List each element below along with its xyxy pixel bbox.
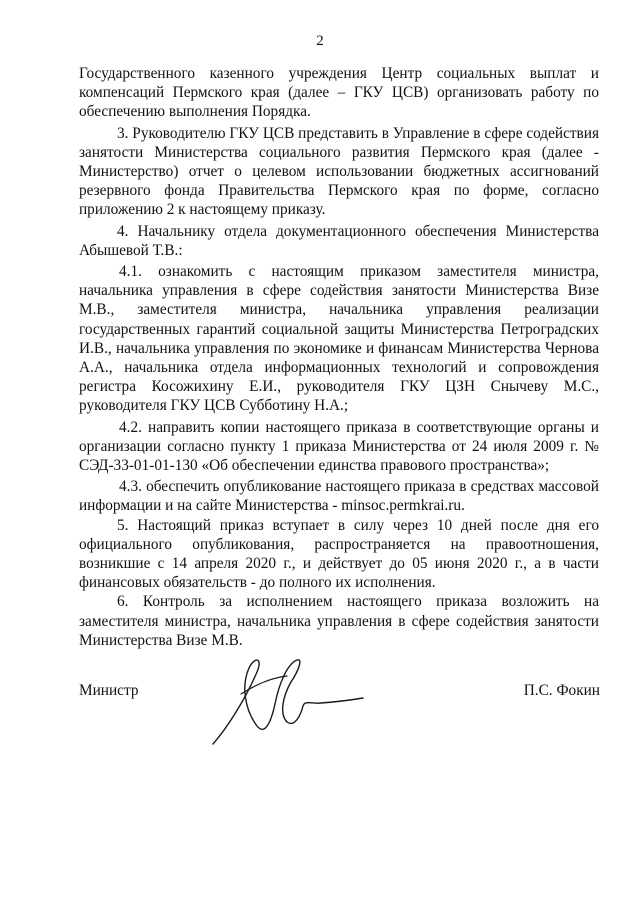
paragraph-continuation: Государственного казенного учреждения Центр социальных выплат и компенсаций Пермского края (далее – ГКУ ЦСВ) организовать работу по обеспечению выполнения Порядка. <box>79 65 599 121</box>
document-body <box>79 64 599 650</box>
paragraph-item-4-1: 4.1. ознакомить с настоящим приказом заместителя министра, начальника управления в сфере содействия занятости Министерства Визе М.В., заместителя министра, начальника управления реализации государственных гарантий социальной защиты Министерства Петроградских И.В., начальника управления по экономике и финансам Министерства Чернова А.А., начальника отдела информационных технологий и сопровождения регистра Косожихину Е.И., руководителя ГКУ ЦЗН Снычеву М.С., руководителя ГКУ ЦСВ Субботину Н.А.; <box>79 263 599 415</box>
signatory-name: П.С. Фокин <box>523 682 600 699</box>
paragraph-item-4-3: 4.3. обеспечить опубликование настоящего приказа в средствах массовой информации и на сайте Министерства - minsoc.permkrai.ru. <box>79 478 599 515</box>
page-number: 2 <box>316 33 324 49</box>
paragraph-item-4: 4. Начальнику отдела документационного обеспечения Министерства Абышевой Т.В.: <box>79 222 599 259</box>
signatory-title: Министр <box>79 682 139 699</box>
paragraph-item-3: 3. Руководителю ГКУ ЦСВ представить в Управление в сфере содействия занятости Министерства социального развития Пермского края (далее - Министерство) отчет о целевом использовании бюджетных ассигнований резервного фонда Правительства Пермского края по форме, согласно приложению 2 к настоящему приказу. <box>79 124 599 219</box>
paragraph-item-6: 6. Контроль за исполнением настоящего приказа возложить на заместителя министра, начальника управления в сфере содействия занятости Министерства Визе М.В. <box>79 593 599 649</box>
handwritten-signature <box>205 648 365 748</box>
paragraph-item-4-2: 4.2. направить копии настоящего приказа в соответствующие органы и организации согласно пункту 1 приказа Министерства от 24 июля 2009 г. № СЭД-33-01-01-130 «Об обеспечении единства правового пространства»; <box>79 418 599 475</box>
paragraph-item-5: 5. Настоящий приказ вступает в силу через 10 дней после дня его официального опубликования, распространяется на правоотношения, возникшие с 14 апреля 2020 г., и действует до 05 июня 2020 г., а в части финансовых обязательств - до полного их исполнения. <box>79 516 599 592</box>
